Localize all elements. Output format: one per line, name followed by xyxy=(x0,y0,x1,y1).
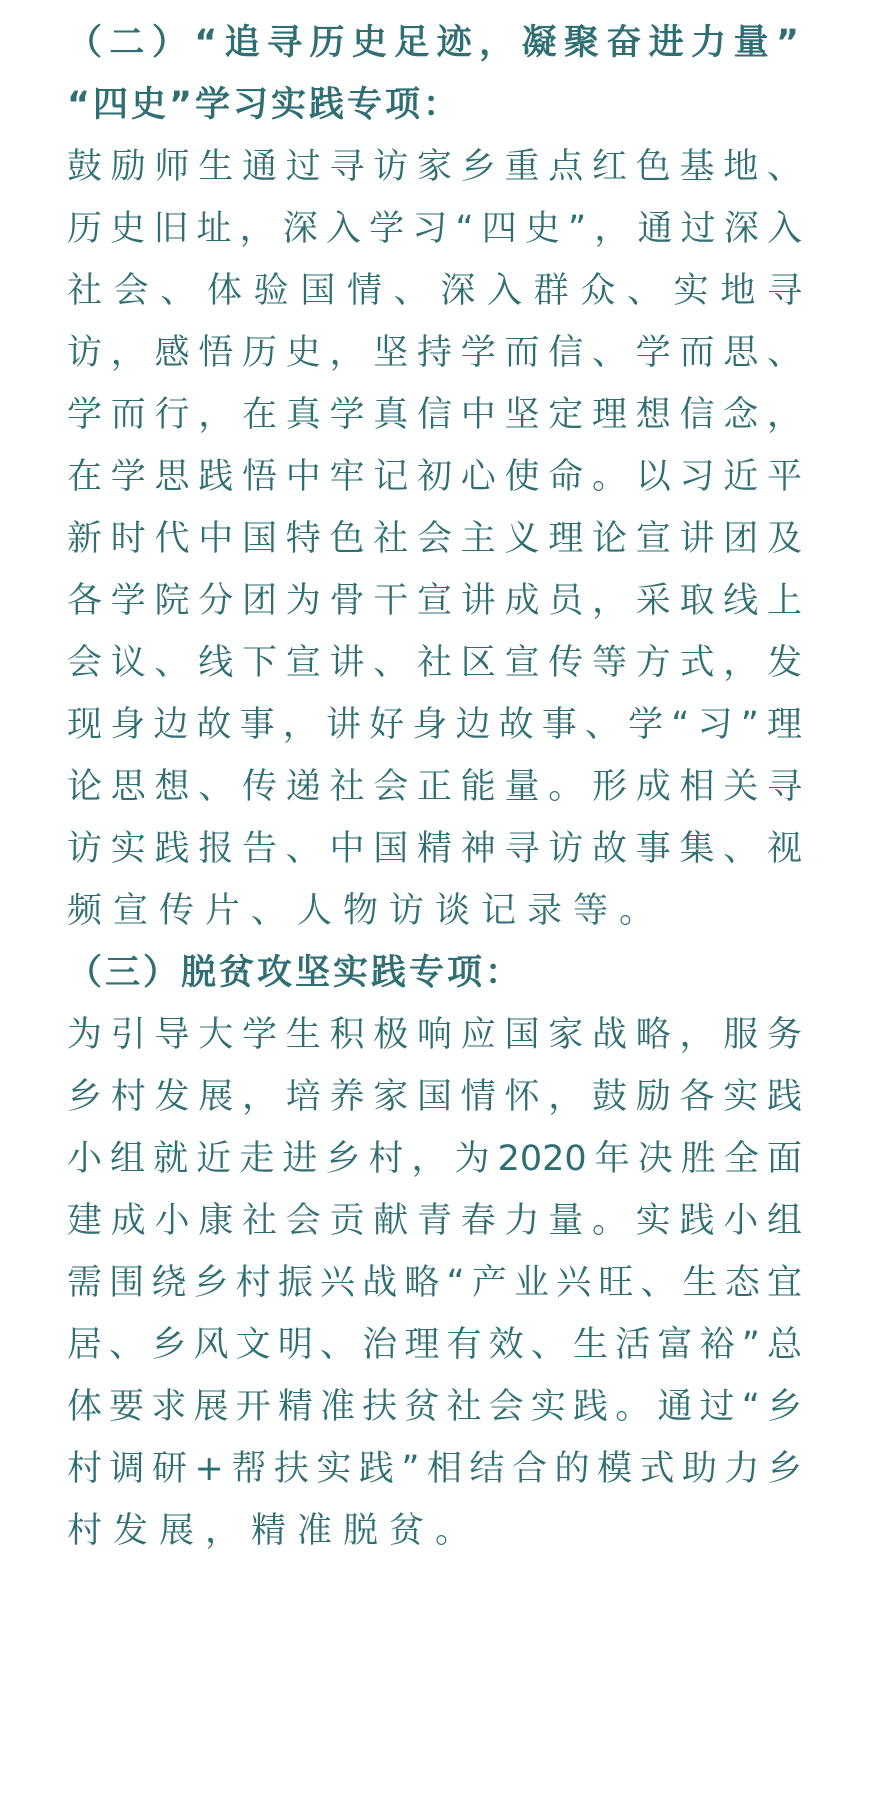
section-2-heading-line-1: （二）“追寻历史足迹，凝聚奋进力量” xyxy=(67,23,802,63)
section-3-body-line: 需围绕乡村振兴战略“产业兴旺、生态宜 xyxy=(67,1263,802,1303)
section-3-body-line: 乡村发展，培养家国情怀，鼓励各实践 xyxy=(67,1077,802,1117)
section-3-body-line: 为引导大学生积极响应国家战略，服务 xyxy=(67,1015,802,1055)
section-2-body-line: 现身边故事，讲好身边故事、学“习”理 xyxy=(67,705,802,745)
section-2-body-line: 社会、体验国情、深入群众、实地寻 xyxy=(67,271,802,311)
section-3-body-line: 居、乡风文明、治理有效、生活富裕”总 xyxy=(67,1325,802,1365)
section-3-body-line: 体要求展开精准扶贫社会实践。通过“乡 xyxy=(67,1387,802,1427)
section-3-body-line: 建成小康社会贡献青春力量。实践小组 xyxy=(67,1201,802,1241)
section-3-heading: （三）脱贫攻坚实践专项： xyxy=(67,953,524,993)
section-2-body-line: 访，感悟历史，坚持学而信、学而思、 xyxy=(67,333,802,373)
section-3-body-line: 村调研+帮扶实践”相结合的模式助力乡 xyxy=(67,1449,802,1489)
section-2-body-line: 访实践报告、中国精神寻访故事集、视 xyxy=(67,829,802,869)
section-2-body-line: 新时代中国特色社会主义理论宣讲团及 xyxy=(67,519,802,559)
section-2-body-line: 频宣传片、人物访谈记录等。 xyxy=(67,891,666,931)
section-3-body-line: 小组就近走进乡村，为2020年决胜全面 xyxy=(67,1139,802,1179)
section-2-body-line: 学而行，在真学真信中坚定理想信念， xyxy=(67,395,802,435)
section-3-body-line: 村发展，精准脱贫。 xyxy=(67,1511,482,1551)
section-2-heading-line-2: “四史”学习实践专项： xyxy=(67,85,462,125)
section-2-body-line: 会议、线下宣讲、社区宣传等方式，发 xyxy=(67,643,802,683)
section-2-body-line: 各学院分团为骨干宣讲成员，采取线上 xyxy=(67,581,802,621)
section-2-body-line: 论思想、传递社会正能量。形成相关寻 xyxy=(67,767,802,807)
section-2-body-line: 在学思践悟中牢记初心使命。以习近平 xyxy=(67,457,802,497)
section-2-body-line: 鼓励师生通过寻访家乡重点红色基地、 xyxy=(67,147,802,187)
section-2-body-line: 历史旧址，深入学习“四史”，通过深入 xyxy=(67,209,802,249)
